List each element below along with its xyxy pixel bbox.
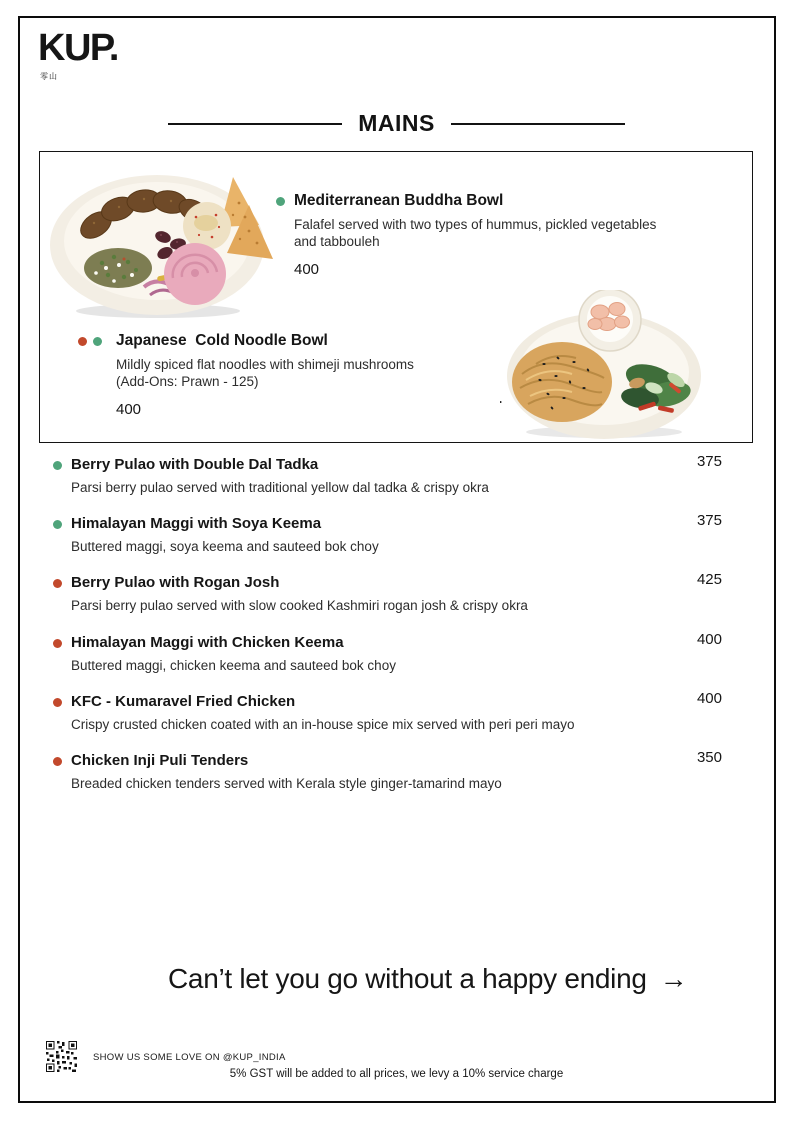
menu-item-header: [50, 512, 722, 533]
arrow-right-icon: →: [659, 963, 688, 994]
item-addons: (Add-Ons: Prawn - 125): [116, 373, 259, 389]
item-description: Mildly spiced flat noodles with shimeji mushrooms: [116, 357, 414, 372]
item-name: Himalayan Maggi with Chicken Keema: [71, 633, 344, 651]
veg-indicator-icon: [93, 337, 102, 346]
menu-item: [50, 748, 722, 792]
nonveg-indicator-icon: [53, 698, 62, 707]
menu-item-header: [50, 748, 722, 769]
item-description: Crispy crusted chicken coated with an in-house spice mix served with peri peri mayo: [71, 716, 575, 732]
item-price: 400: [696, 689, 722, 707]
menu-item: [50, 571, 722, 614]
social-handle: SHOW US SOME LOVE ON @KUP_INDIA: [93, 1052, 286, 1063]
featured-item-mediterranean: [276, 192, 676, 278]
item-name: Berry Pulao with Rogan Josh: [71, 574, 280, 592]
tagline: [168, 963, 687, 995]
item-price: 400: [116, 400, 142, 418]
nonveg-indicator-icon: [53, 639, 62, 648]
item-description: Buttered maggi, soya keema and sauteed bok choy: [71, 539, 379, 555]
noodle-bowl-photo: [500, 290, 740, 442]
item-description: Buttered maggi, chicken keema and sauteed bok choy: [71, 657, 396, 673]
divider-left: [168, 123, 342, 125]
item-description: Parsi berry pulao served with traditional yellow dal tadka & crispy okra: [71, 480, 489, 495]
menu-item-header: [50, 689, 722, 710]
section-title: MAINS: [358, 110, 435, 136]
item-name: Berry Pulao with Double Dal Tadka: [71, 456, 319, 473]
item-name: Himalayan Maggi with Soya Keema: [71, 515, 322, 533]
menu-item: [50, 630, 722, 674]
menu-item: [50, 453, 722, 496]
featured-item-header: [276, 192, 676, 210]
item-description: Breaded chicken tenders served with Kerala style ginger-tamarind mayo: [71, 775, 502, 791]
item-name: KFC - Kumaravel Fried Chicken: [71, 692, 296, 710]
item-price: 350: [696, 748, 722, 766]
nonveg-indicator-icon: [53, 579, 62, 588]
veg-indicator-icon: [53, 461, 62, 470]
menu-item: [50, 512, 722, 555]
menu-item-header: [50, 453, 722, 473]
featured-card: [39, 151, 753, 443]
section-header: [0, 110, 793, 137]
item-name: Japanese Cold Noodle Bowl: [116, 332, 328, 349]
divider-right: [451, 123, 625, 125]
tagline-text: Can’t let you go without a happy ending: [168, 963, 647, 994]
menu-item-header: [50, 630, 722, 651]
brand-subtitle: 零山: [40, 72, 58, 81]
item-description: Falafel served with two types of hummus, pickled vegetables and tabbouleh: [294, 217, 657, 249]
nonveg-indicator-icon: [78, 337, 87, 346]
item-price: 400: [294, 260, 320, 278]
item-description: Parsi berry pulao served with slow cooked Kashmiri rogan josh & crispy okra: [71, 598, 528, 614]
item-price: 425: [696, 571, 722, 589]
menu-list: [50, 453, 722, 811]
item-price: 375: [696, 512, 722, 530]
gst-note: 5% GST will be added to all prices, we levy a 10% service charge: [229, 1068, 564, 1080]
item-name: Chicken Inji Puli Tenders: [71, 751, 249, 769]
item-price: 400: [696, 630, 722, 648]
veg-indicator-icon: [53, 520, 62, 529]
menu-item-header: [50, 571, 722, 592]
item-name: Mediterranean Buddha Bowl: [294, 192, 504, 209]
item-price: 375: [696, 453, 722, 470]
nonveg-indicator-icon: [53, 757, 62, 766]
buddha-bowl-photo: [44, 165, 276, 325]
brand-logo: KUP.: [38, 27, 118, 69]
featured-item-japanese: [78, 332, 488, 418]
featured-item-header: [78, 332, 488, 350]
menu-item: [50, 689, 722, 733]
veg-indicator-icon: [276, 197, 285, 206]
